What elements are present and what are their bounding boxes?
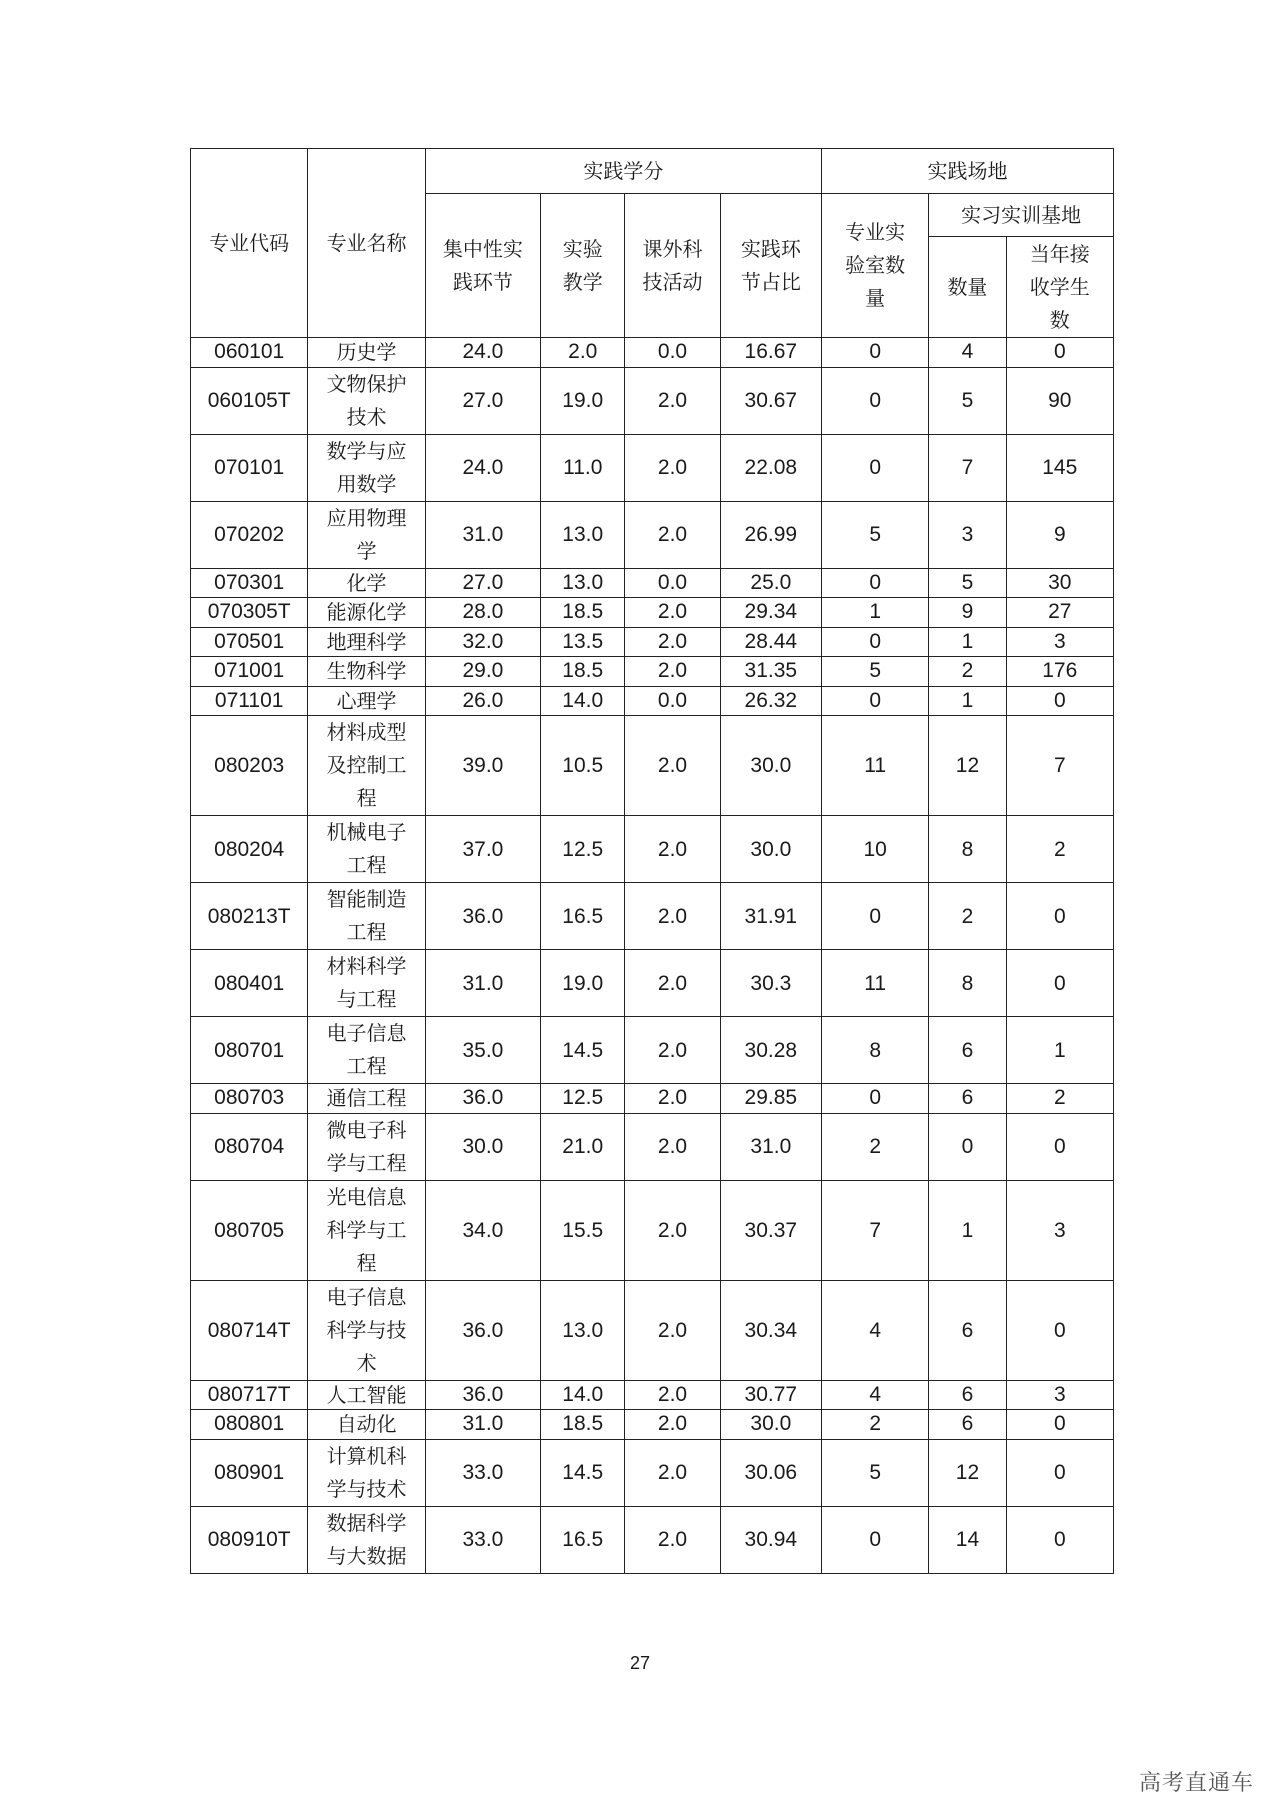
cell-base-students: 0 xyxy=(1006,1506,1113,1573)
table-row xyxy=(191,1084,1114,1114)
cell-ratio: 30.34 xyxy=(720,1280,821,1380)
cell-name: 计算机科 学与技术 xyxy=(308,1439,425,1506)
table-body xyxy=(191,338,1114,1574)
cell-labs: 1 xyxy=(821,598,928,628)
cell-base-students: 30 xyxy=(1006,568,1113,598)
cell-ratio: 16.67 xyxy=(720,338,821,368)
cell-extracurricular: 2.0 xyxy=(625,1017,720,1084)
cell-code: 070305T xyxy=(191,598,308,628)
cell-name: 心理学 xyxy=(308,686,425,716)
cell-base-students: 0 xyxy=(1006,883,1113,950)
cell-labs: 0 xyxy=(821,338,928,368)
cell-code: 071101 xyxy=(191,686,308,716)
cell-code: 070101 xyxy=(191,434,308,501)
cell-experiment: 12.5 xyxy=(541,816,625,883)
cell-name: 数学与应 用数学 xyxy=(308,434,425,501)
table-row xyxy=(191,338,1114,368)
cell-base-students: 0 xyxy=(1006,686,1113,716)
cell-concentrated: 27.0 xyxy=(425,367,540,434)
table-row xyxy=(191,1439,1114,1506)
cell-base-students: 3 xyxy=(1006,627,1113,657)
cell-base-students: 0 xyxy=(1006,338,1113,368)
cell-extracurricular: 2.0 xyxy=(625,501,720,568)
cell-base-students: 0 xyxy=(1006,1280,1113,1380)
table-row xyxy=(191,598,1114,628)
cell-code: 080213T xyxy=(191,883,308,950)
cell-base-count: 14 xyxy=(929,1506,1006,1573)
cell-concentrated: 34.0 xyxy=(425,1180,540,1280)
cell-ratio: 26.32 xyxy=(720,686,821,716)
cell-concentrated: 26.0 xyxy=(425,686,540,716)
cell-concentrated: 36.0 xyxy=(425,1084,540,1114)
cell-labs: 0 xyxy=(821,1506,928,1573)
cell-ratio: 22.08 xyxy=(720,434,821,501)
cell-concentrated: 36.0 xyxy=(425,1380,540,1410)
cell-experiment: 12.5 xyxy=(541,1084,625,1114)
cell-labs: 7 xyxy=(821,1180,928,1280)
cell-base-count: 8 xyxy=(929,950,1006,1017)
cell-experiment: 16.5 xyxy=(541,883,625,950)
cell-concentrated: 31.0 xyxy=(425,950,540,1017)
cell-code: 080704 xyxy=(191,1113,308,1180)
cell-experiment: 19.0 xyxy=(541,367,625,434)
cell-base-count: 6 xyxy=(929,1084,1006,1114)
table-row xyxy=(191,434,1114,501)
header-labs: 专业实 验室数 量 xyxy=(821,194,928,338)
cell-name: 历史学 xyxy=(308,338,425,368)
cell-code: 070202 xyxy=(191,501,308,568)
cell-name: 人工智能 xyxy=(308,1380,425,1410)
cell-experiment: 13.5 xyxy=(541,627,625,657)
cell-concentrated: 30.0 xyxy=(425,1113,540,1180)
cell-base-students: 7 xyxy=(1006,716,1113,816)
cell-name: 自动化 xyxy=(308,1410,425,1440)
cell-concentrated: 39.0 xyxy=(425,716,540,816)
cell-ratio: 25.0 xyxy=(720,568,821,598)
cell-base-students: 90 xyxy=(1006,367,1113,434)
cell-base-count: 5 xyxy=(929,568,1006,598)
table-row xyxy=(191,1017,1114,1084)
cell-concentrated: 33.0 xyxy=(425,1506,540,1573)
table-row xyxy=(191,367,1114,434)
cell-base-count: 6 xyxy=(929,1280,1006,1380)
cell-experiment: 21.0 xyxy=(541,1113,625,1180)
cell-base-count: 7 xyxy=(929,434,1006,501)
cell-code: 060101 xyxy=(191,338,308,368)
table-row xyxy=(191,1506,1114,1573)
cell-ratio: 30.0 xyxy=(720,716,821,816)
cell-labs: 5 xyxy=(821,657,928,687)
cell-concentrated: 36.0 xyxy=(425,883,540,950)
cell-base-students: 9 xyxy=(1006,501,1113,568)
table-row xyxy=(191,1410,1114,1440)
cell-name: 光电信息 科学与工 程 xyxy=(308,1180,425,1280)
cell-extracurricular: 2.0 xyxy=(625,1180,720,1280)
cell-experiment: 19.0 xyxy=(541,950,625,1017)
cell-concentrated: 31.0 xyxy=(425,1410,540,1440)
table-row xyxy=(191,950,1114,1017)
header-code: 专业代码 xyxy=(191,149,308,338)
cell-base-students: 27 xyxy=(1006,598,1113,628)
table-row xyxy=(191,1113,1114,1180)
cell-base-students: 3 xyxy=(1006,1180,1113,1280)
cell-experiment: 13.0 xyxy=(541,501,625,568)
table-row xyxy=(191,1280,1114,1380)
cell-concentrated: 35.0 xyxy=(425,1017,540,1084)
cell-name: 数据科学 与大数据 xyxy=(308,1506,425,1573)
cell-ratio: 30.0 xyxy=(720,816,821,883)
cell-base-count: 0 xyxy=(929,1113,1006,1180)
cell-base-count: 5 xyxy=(929,367,1006,434)
cell-concentrated: 32.0 xyxy=(425,627,540,657)
cell-extracurricular: 0.0 xyxy=(625,686,720,716)
cell-base-students: 0 xyxy=(1006,950,1113,1017)
cell-ratio: 29.85 xyxy=(720,1084,821,1114)
cell-base-count: 4 xyxy=(929,338,1006,368)
cell-concentrated: 36.0 xyxy=(425,1280,540,1380)
cell-base-count: 6 xyxy=(929,1410,1006,1440)
cell-base-count: 2 xyxy=(929,883,1006,950)
cell-labs: 0 xyxy=(821,686,928,716)
cell-name: 机械电子 工程 xyxy=(308,816,425,883)
header-group-credits: 实践学分 xyxy=(425,149,821,194)
cell-labs: 11 xyxy=(821,950,928,1017)
cell-extracurricular: 2.0 xyxy=(625,1410,720,1440)
cell-base-count: 1 xyxy=(929,686,1006,716)
cell-concentrated: 24.0 xyxy=(425,338,540,368)
cell-base-count: 12 xyxy=(929,716,1006,816)
cell-ratio: 30.77 xyxy=(720,1380,821,1410)
cell-extracurricular: 2.0 xyxy=(625,716,720,816)
cell-labs: 0 xyxy=(821,568,928,598)
cell-code: 060105T xyxy=(191,367,308,434)
cell-name: 文物保护 技术 xyxy=(308,367,425,434)
cell-base-count: 9 xyxy=(929,598,1006,628)
cell-base-students: 0 xyxy=(1006,1113,1113,1180)
cell-base-count: 6 xyxy=(929,1380,1006,1410)
cell-code: 080204 xyxy=(191,816,308,883)
cell-concentrated: 24.0 xyxy=(425,434,540,501)
cell-base-students: 145 xyxy=(1006,434,1113,501)
cell-base-count: 12 xyxy=(929,1439,1006,1506)
header-experiment: 实验 教学 xyxy=(541,194,625,338)
cell-code: 080701 xyxy=(191,1017,308,1084)
cell-labs: 10 xyxy=(821,816,928,883)
cell-labs: 2 xyxy=(821,1113,928,1180)
cell-name: 智能制造 工程 xyxy=(308,883,425,950)
cell-extracurricular: 2.0 xyxy=(625,434,720,501)
cell-experiment: 2.0 xyxy=(541,338,625,368)
cell-labs: 0 xyxy=(821,1084,928,1114)
cell-base-count: 6 xyxy=(929,1017,1006,1084)
table-row xyxy=(191,716,1114,816)
cell-ratio: 31.91 xyxy=(720,883,821,950)
header-concentrated: 集中性实 践环节 xyxy=(425,194,540,338)
cell-ratio: 30.37 xyxy=(720,1180,821,1280)
cell-code: 080714T xyxy=(191,1280,308,1380)
cell-experiment: 13.0 xyxy=(541,568,625,598)
cell-base-students: 2 xyxy=(1006,1084,1113,1114)
cell-code: 080705 xyxy=(191,1180,308,1280)
cell-concentrated: 33.0 xyxy=(425,1439,540,1506)
cell-labs: 11 xyxy=(821,716,928,816)
table-row xyxy=(191,627,1114,657)
cell-concentrated: 28.0 xyxy=(425,598,540,628)
cell-extracurricular: 0.0 xyxy=(625,338,720,368)
cell-extracurricular: 2.0 xyxy=(625,816,720,883)
watermark-text: 高考直通车 xyxy=(1138,1771,1254,1796)
cell-experiment: 14.0 xyxy=(541,1380,625,1410)
cell-experiment: 15.5 xyxy=(541,1180,625,1280)
cell-name: 能源化学 xyxy=(308,598,425,628)
cell-code: 071001 xyxy=(191,657,308,687)
cell-labs: 5 xyxy=(821,501,928,568)
cell-name: 电子信息 科学与技 术 xyxy=(308,1280,425,1380)
cell-base-students: 2 xyxy=(1006,816,1113,883)
cell-experiment: 13.0 xyxy=(541,1280,625,1380)
cell-code: 080901 xyxy=(191,1439,308,1506)
cell-code: 080703 xyxy=(191,1084,308,1114)
table-row xyxy=(191,686,1114,716)
cell-base-count: 8 xyxy=(929,816,1006,883)
cell-labs: 4 xyxy=(821,1380,928,1410)
cell-name: 材料成型 及控制工 程 xyxy=(308,716,425,816)
cell-extracurricular: 0.0 xyxy=(625,568,720,598)
cell-ratio: 30.06 xyxy=(720,1439,821,1506)
cell-labs: 5 xyxy=(821,1439,928,1506)
cell-experiment: 14.5 xyxy=(541,1017,625,1084)
cell-ratio: 26.99 xyxy=(720,501,821,568)
cell-base-count: 1 xyxy=(929,627,1006,657)
cell-extracurricular: 2.0 xyxy=(625,1280,720,1380)
header-group-base: 实习实训基地 xyxy=(929,194,1114,237)
cell-code: 070501 xyxy=(191,627,308,657)
cell-name: 生物科学 xyxy=(308,657,425,687)
table-row xyxy=(191,568,1114,598)
header-ratio: 实践环 节占比 xyxy=(720,194,821,338)
cell-code: 080203 xyxy=(191,716,308,816)
page-number: 27 xyxy=(629,1653,651,1673)
cell-code: 080717T xyxy=(191,1380,308,1410)
cell-extracurricular: 2.0 xyxy=(625,367,720,434)
cell-labs: 0 xyxy=(821,627,928,657)
cell-code: 080401 xyxy=(191,950,308,1017)
cell-extracurricular: 2.0 xyxy=(625,1084,720,1114)
cell-extracurricular: 2.0 xyxy=(625,657,720,687)
cell-base-count: 2 xyxy=(929,657,1006,687)
cell-name: 通信工程 xyxy=(308,1084,425,1114)
cell-code: 080801 xyxy=(191,1410,308,1440)
cell-name: 材料科学 与工程 xyxy=(308,950,425,1017)
table-row xyxy=(191,501,1114,568)
cell-extracurricular: 2.0 xyxy=(625,1506,720,1573)
cell-experiment: 18.5 xyxy=(541,598,625,628)
cell-experiment: 14.5 xyxy=(541,1439,625,1506)
cell-labs: 0 xyxy=(821,367,928,434)
cell-experiment: 14.0 xyxy=(541,686,625,716)
cell-labs: 0 xyxy=(821,883,928,950)
cell-extracurricular: 2.0 xyxy=(625,1439,720,1506)
cell-extracurricular: 2.0 xyxy=(625,598,720,628)
table-row xyxy=(191,657,1114,687)
cell-labs: 8 xyxy=(821,1017,928,1084)
cell-ratio: 29.34 xyxy=(720,598,821,628)
cell-name: 化学 xyxy=(308,568,425,598)
cell-concentrated: 37.0 xyxy=(425,816,540,883)
cell-name: 地理科学 xyxy=(308,627,425,657)
cell-ratio: 30.94 xyxy=(720,1506,821,1573)
cell-code: 070301 xyxy=(191,568,308,598)
cell-experiment: 11.0 xyxy=(541,434,625,501)
cell-ratio: 28.44 xyxy=(720,627,821,657)
header-group-venue: 实践场地 xyxy=(821,149,1113,194)
cell-name: 微电子科 学与工程 xyxy=(308,1113,425,1180)
cell-name: 电子信息 工程 xyxy=(308,1017,425,1084)
cell-code: 080910T xyxy=(191,1506,308,1573)
table-row xyxy=(191,816,1114,883)
cell-concentrated: 29.0 xyxy=(425,657,540,687)
cell-experiment: 16.5 xyxy=(541,1506,625,1573)
cell-labs: 4 xyxy=(821,1280,928,1380)
cell-base-students: 0 xyxy=(1006,1410,1113,1440)
table-row xyxy=(191,1180,1114,1280)
cell-ratio: 30.0 xyxy=(720,1410,821,1440)
table-row xyxy=(191,883,1114,950)
cell-experiment: 10.5 xyxy=(541,716,625,816)
header-name: 专业名称 xyxy=(308,149,425,338)
cell-base-students: 0 xyxy=(1006,1439,1113,1506)
cell-experiment: 18.5 xyxy=(541,657,625,687)
cell-concentrated: 31.0 xyxy=(425,501,540,568)
header-base-students: 当年接 收学生 数 xyxy=(1006,237,1113,338)
cell-base-students: 3 xyxy=(1006,1380,1113,1410)
cell-ratio: 30.28 xyxy=(720,1017,821,1084)
cell-extracurricular: 2.0 xyxy=(625,883,720,950)
header-extracurricular: 课外科 技活动 xyxy=(625,194,720,338)
cell-ratio: 31.35 xyxy=(720,657,821,687)
cell-extracurricular: 2.0 xyxy=(625,1380,720,1410)
cell-base-students: 176 xyxy=(1006,657,1113,687)
cell-labs: 2 xyxy=(821,1410,928,1440)
practice-table xyxy=(190,148,1114,1574)
table-row xyxy=(191,1380,1114,1410)
cell-experiment: 18.5 xyxy=(541,1410,625,1440)
header-base-count: 数量 xyxy=(929,237,1006,338)
cell-labs: 0 xyxy=(821,434,928,501)
cell-base-students: 1 xyxy=(1006,1017,1113,1084)
cell-base-count: 3 xyxy=(929,501,1006,568)
cell-base-count: 1 xyxy=(929,1180,1006,1280)
cell-concentrated: 27.0 xyxy=(425,568,540,598)
cell-ratio: 30.67 xyxy=(720,367,821,434)
cell-name: 应用物理 学 xyxy=(308,501,425,568)
cell-extracurricular: 2.0 xyxy=(625,950,720,1017)
cell-ratio: 30.3 xyxy=(720,950,821,1017)
cell-extracurricular: 2.0 xyxy=(625,1113,720,1180)
cell-ratio: 31.0 xyxy=(720,1113,821,1180)
cell-extracurricular: 2.0 xyxy=(625,627,720,657)
